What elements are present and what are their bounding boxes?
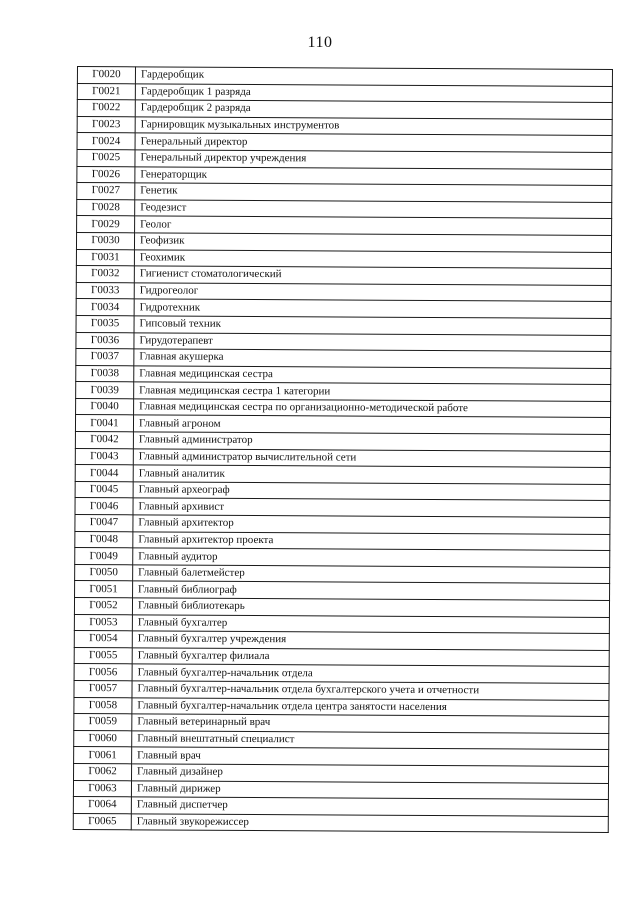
- row-code-cell: Г0022: [77, 100, 135, 117]
- row-title-cell: Гирудотерапевт: [134, 332, 611, 351]
- row-title-cell: Главный бухгалтер-начальник отдела бухгалтерского учета и отчетности: [132, 681, 609, 700]
- row-title-cell: Главный агроном: [133, 415, 610, 434]
- row-code-cell: Г0025: [77, 149, 135, 166]
- row-title-cell: Главный внештатный специалист: [132, 731, 609, 750]
- row-code-cell: Г0040: [76, 398, 134, 415]
- row-code-cell: Г0050: [75, 564, 133, 581]
- row-code-cell: Г0049: [75, 548, 133, 565]
- row-title-cell: Главный аудитор: [133, 548, 610, 567]
- row-code-cell: Г0036: [76, 332, 134, 349]
- row-title-cell: Главный ветеринарный врач: [132, 714, 609, 733]
- row-title-cell: Главный балетмейстер: [133, 565, 610, 584]
- row-title-cell: Генераторщик: [135, 166, 612, 185]
- row-code-cell: Г0058: [74, 697, 132, 714]
- row-code-cell: Г0031: [76, 249, 134, 266]
- row-title-cell: Гидротехник: [134, 299, 611, 318]
- row-title-cell: Гигиенист стоматологический: [134, 266, 611, 285]
- row-title-cell: Главный архитектор: [133, 515, 610, 534]
- row-title-cell: Главный бухгалтер учреждения: [132, 631, 609, 650]
- row-title-cell: Главный дирижер: [131, 780, 608, 799]
- row-title-cell: Главный бухгалтер-начальник отдела центра занятости населения: [132, 697, 609, 716]
- row-code-cell: Г0065: [73, 813, 131, 830]
- row-code-cell: Г0032: [76, 266, 134, 283]
- profession-codes-table: [73, 66, 613, 833]
- row-code-cell: Г0039: [76, 382, 134, 399]
- row-title-cell: Главный администратор вычислительной сети: [133, 448, 610, 467]
- row-code-cell: Г0038: [76, 365, 134, 382]
- row-title-cell: Главная медицинская сестра: [134, 366, 611, 385]
- row-title-cell: Главный врач: [132, 747, 609, 766]
- row-code-cell: Г0026: [77, 166, 135, 183]
- row-title-cell: Главный диспетчер: [131, 797, 608, 816]
- row-code-cell: Г0048: [75, 531, 133, 548]
- row-code-cell: Г0061: [74, 747, 132, 764]
- row-title-cell: Генетик: [135, 183, 612, 202]
- row-title-cell: Главный бухгалтер: [132, 614, 609, 633]
- row-title-cell: Геохимик: [134, 249, 611, 268]
- row-code-cell: Г0060: [74, 730, 132, 747]
- row-code-cell: Г0064: [73, 797, 131, 814]
- row-code-cell: Г0046: [75, 498, 133, 515]
- row-title-cell: Главный библиограф: [133, 581, 610, 600]
- row-code-cell: Г0028: [77, 199, 135, 216]
- table-row: [73, 813, 608, 833]
- row-title-cell: Главный дизайнер: [132, 764, 609, 783]
- row-title-cell: Главная медицинская сестра 1 категории: [134, 382, 611, 401]
- row-code-cell: Г0047: [75, 515, 133, 532]
- row-title-cell: Гардеробщик: [135, 67, 612, 86]
- table-body: [73, 67, 612, 833]
- row-code-cell: Г0035: [76, 315, 134, 332]
- row-title-cell: Главный бухгалтер-начальник отдела: [132, 664, 609, 683]
- row-title-cell: Главная акушерка: [134, 349, 611, 368]
- row-code-cell: Г0054: [74, 631, 132, 648]
- row-title-cell: Геофизик: [134, 233, 611, 252]
- row-code-cell: Г0033: [76, 282, 134, 299]
- row-code-cell: Г0056: [74, 664, 132, 681]
- row-title-cell: Главный бухгалтер филиала: [132, 648, 609, 667]
- row-code-cell: Г0051: [75, 581, 133, 598]
- row-code-cell: Г0063: [73, 780, 131, 797]
- row-code-cell: Г0037: [76, 349, 134, 366]
- row-title-cell: Генеральный директор учреждения: [135, 150, 612, 169]
- row-code-cell: Г0024: [77, 133, 135, 150]
- row-code-cell: Г0055: [74, 647, 132, 664]
- row-code-cell: Г0059: [74, 714, 132, 731]
- row-title-cell: Главный библиотекарь: [132, 598, 609, 617]
- row-title-cell: Гарнировщик музыкальных инструментов: [135, 117, 612, 136]
- row-title-cell: Геодезист: [135, 200, 612, 219]
- row-title-cell: Главный архивист: [133, 498, 610, 517]
- row-title-cell: Главный аналитик: [133, 465, 610, 484]
- row-code-cell: Г0021: [77, 83, 135, 100]
- row-title-cell: Главный звукорежиссер: [131, 814, 608, 833]
- row-title-cell: Генеральный директор: [135, 133, 612, 152]
- row-title-cell: Главный археограф: [133, 482, 610, 501]
- row-code-cell: Г0053: [74, 614, 132, 631]
- row-code-cell: Г0042: [75, 432, 133, 449]
- row-code-cell: Г0044: [75, 465, 133, 482]
- row-code-cell: Г0020: [77, 67, 135, 84]
- row-code-cell: Г0045: [75, 481, 133, 498]
- row-title-cell: Гипсовый техник: [134, 316, 611, 335]
- row-title-cell: Гардеробщик 2 разряда: [135, 100, 612, 119]
- row-title-cell: Главный архитектор проекта: [133, 531, 610, 550]
- row-code-cell: Г0052: [74, 597, 132, 614]
- row-title-cell: Геолог: [135, 216, 612, 235]
- page-number: 110: [307, 34, 333, 51]
- row-title-cell: Главный администратор: [133, 432, 610, 451]
- row-title-cell: Гидрогеолог: [134, 283, 611, 302]
- row-code-cell: Г0027: [77, 183, 135, 200]
- row-title-cell: Главная медицинская сестра по организационно-методической работе: [134, 399, 611, 418]
- row-title-cell: Гардеробщик 1 разряда: [135, 83, 612, 102]
- row-code-cell: Г0023: [77, 116, 135, 133]
- row-code-cell: Г0034: [76, 299, 134, 316]
- row-code-cell: Г0041: [75, 415, 133, 432]
- row-code-cell: Г0030: [76, 232, 134, 249]
- row-code-cell: Г0057: [74, 680, 132, 697]
- row-code-cell: Г0062: [74, 763, 132, 780]
- row-code-cell: Г0029: [77, 216, 135, 233]
- row-code-cell: Г0043: [75, 448, 133, 465]
